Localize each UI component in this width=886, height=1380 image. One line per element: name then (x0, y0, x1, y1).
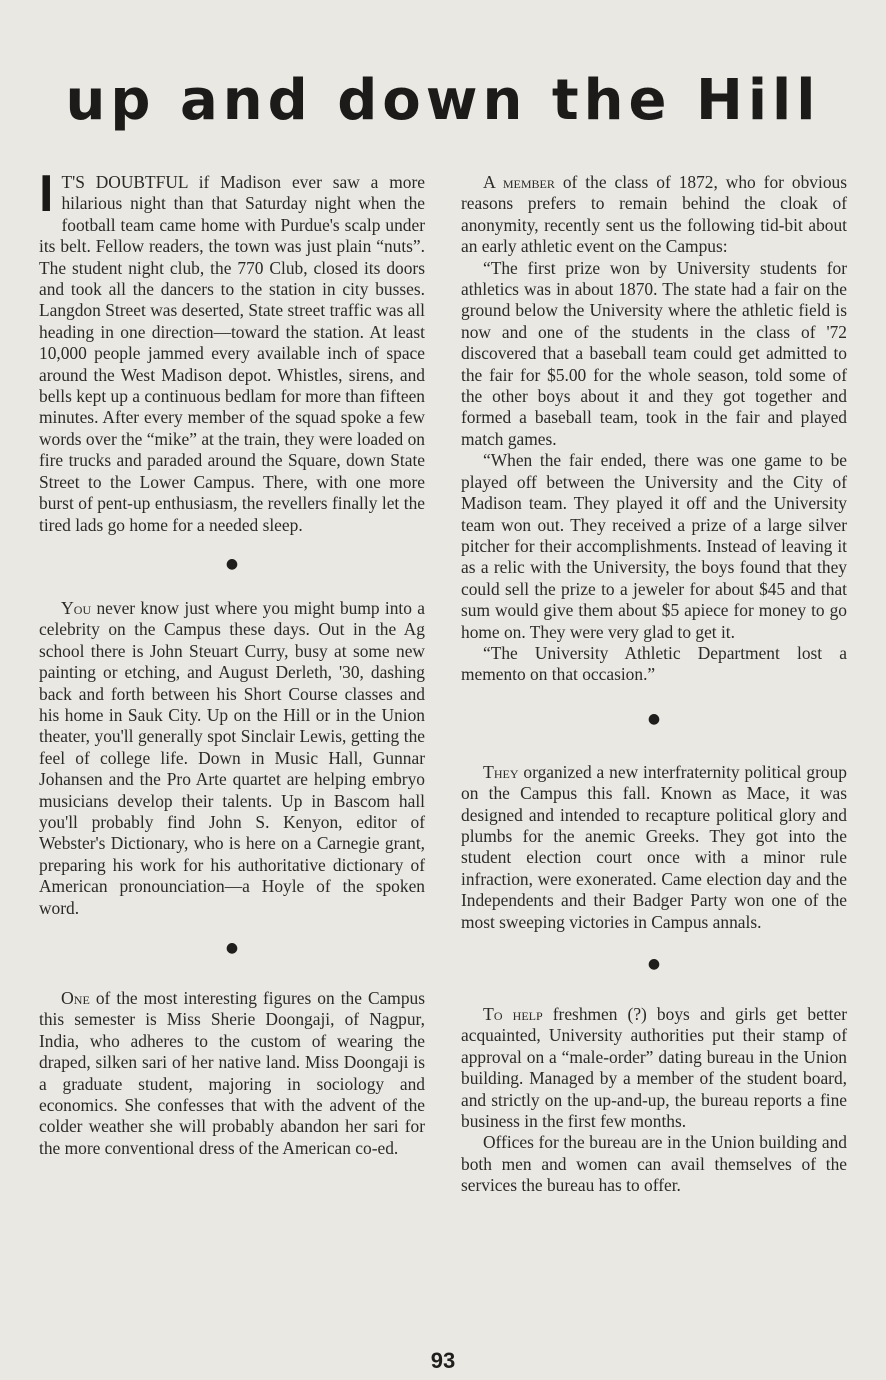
article-early-athletics (461, 172, 847, 686)
left-column (39, 165, 425, 1159)
paragraph-text: “When the fair ended, there was one game to be played off between the University and the City of Madison team. They played it off and the University team won out. They received a prize of a large silver pitcher for their accomplishments. Instead of leaving it as a relic with the University, the boys found that they could sell the prize to a jeweler for about $45 and that sum would give them about $5 apiece for money to go home on. They were very glad to get it. (461, 450, 847, 642)
paragraph-text: never know just where you might bump into a celebrity on the Campus these days. Out in the Ag school there is John Steuart Curry, busy at some new painting or etching, and August Derleth, '30, dashing back and forth between his Short Course classes and his home in Sauk City. Up on the Hill or in the Union theater, you'll generally spot Sinclair Lewis, getting the feel of college life. Down in Music Hall, Gunnar Johansen and the Pro Arte quartet are helping embryo musicians develop their talents. Up in Bascom hall you'll probably find John S. Kenyon, editor of Webster's Dictionary, who is here on a Carnegie grant, preparing his work for his authoritative dictionary of American pronounciation—a Hoyle of the spoken word. (39, 597, 425, 918)
lead-in: You (61, 597, 92, 618)
page-number: 93 (430, 1348, 456, 1373)
paragraph-text: freshmen (?) boys and girls get better acquainted, University authorities put their stamp of approval on a “male-order” dating bureau in the Union building. Managed by a member of the student board, and strictly on the up-and-up, the bureau reports a fine business in the first few months. (461, 1004, 847, 1132)
lead-in: A member (483, 172, 555, 192)
drop-cap: I (39, 165, 54, 223)
article-campus-celebrities (39, 598, 425, 919)
lead-in: One (61, 988, 90, 1008)
paragraph-text: of the most interesting figures on the Campus this semester is Miss Sherie Doongaji, of Nagpur, India, who adheres to the custom of wearing the draped, silken sari of her native land. Miss Doongaji is a graduate student, majoring in sociology and economics. She confesses that with the advent of the colder weather she will probably abandon her sari for the more conventional dress of the American co-ed. (39, 988, 425, 1158)
paragraph-text: “The first prize won by University students for athletics was in about 1870. The state had a fair on the ground below the University where the athletic field is now and one of the students in the class of '72 discovered that a baseball team could get admitted to the fair for $5.00 for the whole season, told some of the other boys about it and they got together and formed a baseball team, took in the fair and played match games. (461, 257, 847, 449)
section-divider-bullet: ● (647, 710, 661, 727)
page-title: up and down the Hill (65, 68, 821, 133)
paragraph-text: organized a new interfraternity political group on the Campus this fall. Known as Mace, it was designed and intended to recapture political glory and plumbs for the anemic Greeks. They got into the student election court once with a minor rule infraction, were exonerated. Came election day and the Independents and their Badger Party won one of the most sweeping victories in Campus annals. (461, 761, 847, 932)
section-divider-bullet: ● (647, 956, 661, 972)
article-football-celebration (39, 165, 425, 536)
paragraph-text: of the class of 1872, who for obvious reasons prefers to remain behind the cloak of anonymity, recently sent us the following tid-bit about an early athletic event on the Campus: (461, 172, 847, 257)
paragraph-text: “The University Athletic Department lost a memento on that occasion.” (461, 642, 847, 685)
article-dating-bureau (461, 1004, 847, 1197)
lead-in: T'S DOUBTFUL (61, 172, 188, 192)
section-divider-bullet: ● (225, 555, 239, 572)
article-sherie-doongaji (39, 988, 425, 1159)
paragraph-text: if Madison ever saw a more hilarious night than that Saturday night when the football team came home with Purdue's scalp under its belt. Fellow readers, the town was just plain “nuts”. The student night club, the 770 Club, closed its doors and took all the dancers to the station in city busses. Langdon Street was deserted, State street traffic was all heading in one direction—toward the station. At least 10,000 people jammed every available inch of space around the West Madison depot. Whistles, sirens, and bells kept up a continuous bedlam for more than fifteen minutes. After every member of the squad spoke a few words over the “mike” at the train, they were loaded on fire trucks and paraded around the Square, down State Street to the Lower Campus. There, with one more burst of pent-up enthusiasm, the revellers finally let the tired lads go home for a needed sleep. (39, 172, 425, 535)
right-column (461, 172, 847, 1197)
lead-in: To help (483, 1004, 543, 1024)
section-divider-bullet: ● (225, 940, 239, 956)
paragraph-text: Offices for the bureau are in the Union building and both men and women can avail themselves of the services the bureau has to offer. (461, 1132, 847, 1196)
lead-in: They (483, 761, 519, 782)
article-mace-party (461, 762, 847, 933)
